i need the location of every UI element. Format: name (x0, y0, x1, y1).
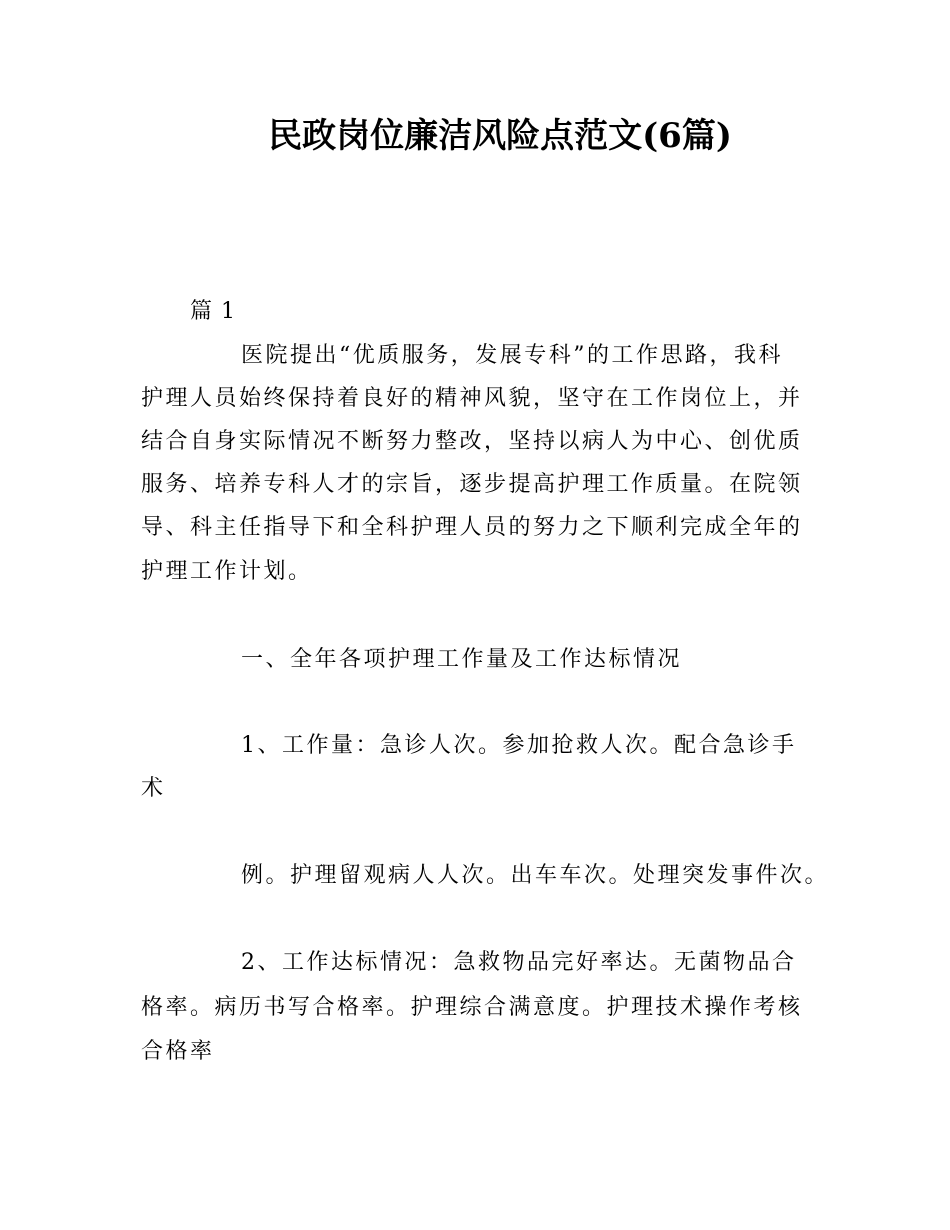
paragraph-line: 结合自身实际情况不断努力整改，坚持以病人为中心、创优质 (141, 429, 803, 454)
document-title: 民政岗位廉洁风险点范文(6篇) (268, 116, 732, 156)
paragraph-line: 服务、培养专科人才的宗旨，逐步提高护理工作质量。在院领 (141, 472, 803, 497)
paragraph-line: 导、科主任指导下和全科护理人员的努力之下顺利完成全年的 (141, 515, 803, 540)
paragraph-line: 格率。病历书写合格率。护理综合满意度。护理技术操作考核 (141, 995, 803, 1020)
section-heading: 一、全年各项护理工作量及工作达标情况 (241, 647, 683, 672)
section-label: 篇 1 (190, 299, 236, 324)
paragraph-line: 2、工作达标情况：急救物品完好率达。无菌物品合 (241, 950, 797, 975)
paragraph-line: 例。护理留观病人人次。出车车次。处理突发事件次。 (241, 863, 830, 888)
paragraph-line: 护理工作计划。 (141, 559, 313, 584)
paragraph-line: 合格率 (141, 1039, 215, 1064)
paragraph-line: 术 (141, 776, 166, 801)
paragraph-line: 1、工作量：急诊人次。参加抢救人次。配合急诊手 (241, 733, 797, 758)
paragraph-line: 护理人员始终保持着良好的精神风貌，坚守在工作岗位上，并 (141, 386, 803, 411)
paragraph-line: 医院提出“优质服务，发展专科”的工作思路，我科 (241, 343, 783, 368)
